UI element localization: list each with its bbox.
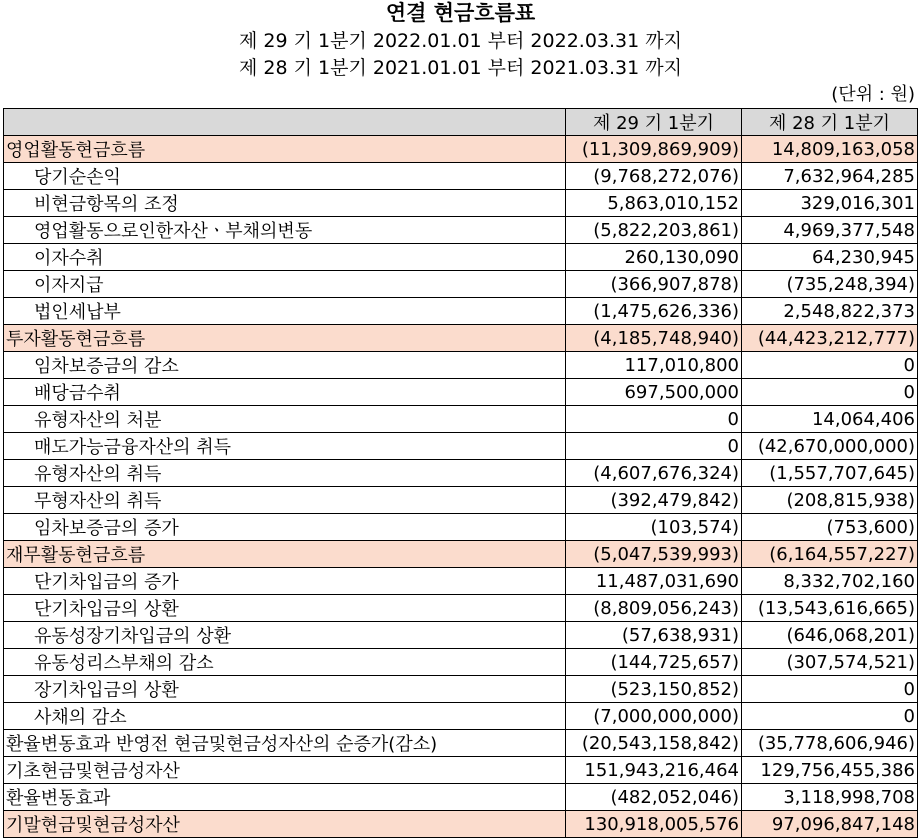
row-label: 영업활동으로인한자산ㆍ부채의변동 xyxy=(4,217,566,244)
row-label: 단기차입금의 상환 xyxy=(4,595,566,622)
row-value-current: (144,725,657) xyxy=(566,649,742,676)
row-value-prior: 64,230,945 xyxy=(742,244,918,271)
table-row xyxy=(4,784,918,811)
row-label: 무형자산의 취득 xyxy=(4,487,566,514)
row-value-prior: (1,557,707,645) xyxy=(742,460,918,487)
row-label: 유동성장기차입금의 상환 xyxy=(4,622,566,649)
row-label: 영업활동현금흐름 xyxy=(4,136,566,163)
row-value-prior: (42,670,000,000) xyxy=(742,433,918,460)
row-value-prior: (208,815,938) xyxy=(742,487,918,514)
row-value-current: 151,943,216,464 xyxy=(566,757,742,784)
row-value-prior: (6,164,557,227) xyxy=(742,541,918,568)
row-value-current: (103,574) xyxy=(566,514,742,541)
table-row xyxy=(4,406,918,433)
row-value-current: (9,768,272,076) xyxy=(566,163,742,190)
row-label: 법인세납부 xyxy=(4,298,566,325)
table-row xyxy=(4,703,918,730)
row-label: 배당금수취 xyxy=(4,379,566,406)
row-value-prior: (35,778,606,946) xyxy=(742,730,918,757)
row-value-prior: 14,064,406 xyxy=(742,406,918,433)
table-row xyxy=(4,136,918,163)
table-row xyxy=(4,379,918,406)
row-label: 임차보증금의 감소 xyxy=(4,352,566,379)
table-row xyxy=(4,514,918,541)
row-value-prior: (307,574,521) xyxy=(742,649,918,676)
row-value-current: 260,130,090 xyxy=(566,244,742,271)
row-value-prior: 0 xyxy=(742,379,918,406)
period-current: 제 29 기 1분기 2022.01.01 부터 2022.03.31 까지 xyxy=(239,30,682,52)
statement-title: 연결 현금흐름표 xyxy=(385,1,536,25)
row-label: 유동성리스부채의 감소 xyxy=(4,649,566,676)
column-header-current: 제 29 기 1분기 xyxy=(566,109,742,136)
row-label: 투자활동현금흐름 xyxy=(4,325,566,352)
row-value-current: 11,487,031,690 xyxy=(566,568,742,595)
column-header-label xyxy=(4,109,566,136)
cash-flow-table xyxy=(3,108,918,838)
row-label: 매도가능금융자산의 취득 xyxy=(4,433,566,460)
row-value-current: (5,822,203,861) xyxy=(566,217,742,244)
table-row xyxy=(4,622,918,649)
table-row xyxy=(4,541,918,568)
row-value-current: 5,863,010,152 xyxy=(566,190,742,217)
row-value-current: 697,500,000 xyxy=(566,379,742,406)
table-row xyxy=(4,676,918,703)
row-value-current: (523,150,852) xyxy=(566,676,742,703)
row-value-current: (20,543,158,842) xyxy=(566,730,742,757)
table-row xyxy=(4,352,918,379)
column-header-prior: 제 28 기 1분기 xyxy=(742,109,918,136)
row-value-prior: 0 xyxy=(742,703,918,730)
row-value-prior: 2,548,822,373 xyxy=(742,298,918,325)
row-label: 사채의 감소 xyxy=(4,703,566,730)
row-label: 단기차입금의 증가 xyxy=(4,568,566,595)
row-value-prior: (735,248,394) xyxy=(742,271,918,298)
table-row xyxy=(4,433,918,460)
table-row xyxy=(4,460,918,487)
row-value-prior: (646,068,201) xyxy=(742,622,918,649)
row-label: 임차보증금의 증가 xyxy=(4,514,566,541)
row-value-current: (482,052,046) xyxy=(566,784,742,811)
row-label: 기초현금및현금성자산 xyxy=(4,757,566,784)
row-value-current: 130,918,005,576 xyxy=(566,811,742,838)
table-row xyxy=(4,757,918,784)
row-value-prior: 4,969,377,548 xyxy=(742,217,918,244)
table-row xyxy=(4,244,918,271)
unit-label: (단위 : 원) xyxy=(831,84,915,105)
row-label: 환율변동효과 xyxy=(4,784,566,811)
table-row xyxy=(4,271,918,298)
row-label: 비현금항목의 조정 xyxy=(4,190,566,217)
row-value-current: (57,638,931) xyxy=(566,622,742,649)
row-value-current: (392,479,842) xyxy=(566,487,742,514)
row-value-prior: 0 xyxy=(742,676,918,703)
row-value-prior: 3,118,998,708 xyxy=(742,784,918,811)
row-value-prior: (44,423,212,777) xyxy=(742,325,918,352)
row-value-current: (5,047,539,993) xyxy=(566,541,742,568)
table-row xyxy=(4,163,918,190)
row-label: 유형자산의 취득 xyxy=(4,460,566,487)
table-row xyxy=(4,568,918,595)
row-value-current: (1,475,626,336) xyxy=(566,298,742,325)
row-value-prior: (753,600) xyxy=(742,514,918,541)
table-row xyxy=(4,595,918,622)
row-value-current: (4,607,676,324) xyxy=(566,460,742,487)
row-value-prior: (13,543,616,665) xyxy=(742,595,918,622)
row-value-prior: 97,096,847,148 xyxy=(742,811,918,838)
row-label: 유형자산의 처분 xyxy=(4,406,566,433)
table-row xyxy=(4,325,918,352)
row-label: 이자수취 xyxy=(4,244,566,271)
row-value-current: (11,309,869,909) xyxy=(566,136,742,163)
table-row xyxy=(4,190,918,217)
row-value-prior: 129,756,455,386 xyxy=(742,757,918,784)
table-row xyxy=(4,298,918,325)
row-value-prior: 7,632,964,285 xyxy=(742,163,918,190)
row-value-current: 0 xyxy=(566,406,742,433)
row-value-prior: 329,016,301 xyxy=(742,190,918,217)
table-header-row xyxy=(4,109,918,136)
row-value-prior: 14,809,163,058 xyxy=(742,136,918,163)
row-value-prior: 0 xyxy=(742,352,918,379)
row-value-current: (4,185,748,940) xyxy=(566,325,742,352)
row-value-current: (366,907,878) xyxy=(566,271,742,298)
row-value-current: (7,000,000,000) xyxy=(566,703,742,730)
row-value-prior: 8,332,702,160 xyxy=(742,568,918,595)
row-label: 이자지급 xyxy=(4,271,566,298)
row-value-current: (8,809,056,243) xyxy=(566,595,742,622)
table-row xyxy=(4,730,918,757)
row-value-current: 0 xyxy=(566,433,742,460)
row-label: 재무활동현금흐름 xyxy=(4,541,566,568)
row-label: 기말현금및현금성자산 xyxy=(4,811,566,838)
table-row xyxy=(4,811,918,838)
table-row xyxy=(4,487,918,514)
row-value-current: 117,010,800 xyxy=(566,352,742,379)
table-row xyxy=(4,649,918,676)
row-label: 환율변동효과 반영전 현금및현금성자산의 순증가(감소) xyxy=(4,730,566,757)
row-label: 당기순손익 xyxy=(4,163,566,190)
row-label: 장기차입금의 상환 xyxy=(4,676,566,703)
period-prior: 제 28 기 1분기 2021.01.01 부터 2021.03.31 까지 xyxy=(239,57,682,79)
table-row xyxy=(4,217,918,244)
